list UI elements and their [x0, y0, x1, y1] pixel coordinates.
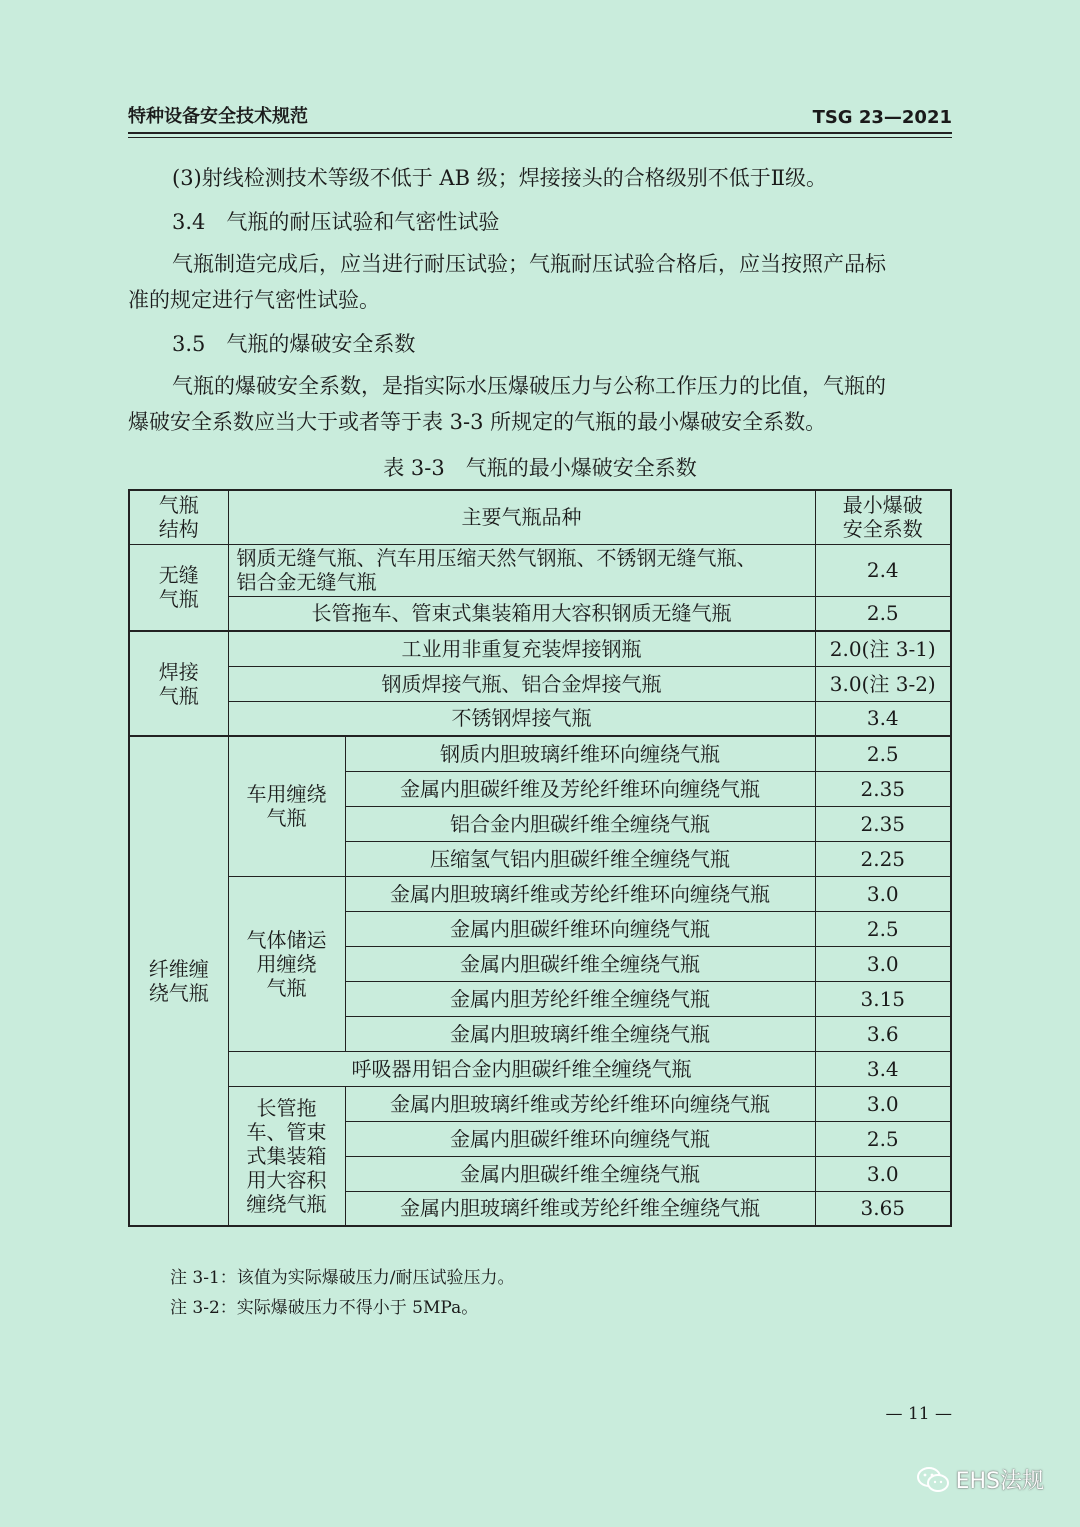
- table-caption: 表 3-3 气瓶的最小爆破安全系数: [383, 456, 697, 480]
- table-note-2: 注 3-2：实际爆破压力不得小于 5MPa。: [170, 1298, 479, 1318]
- cell-factor: 3.6: [815, 1016, 951, 1051]
- cell-variety: 金属内胆芳纶纤维全缠绕气瓶: [345, 981, 815, 1016]
- cell-variety: 金属内胆碳纤维环向缠绕气瓶: [345, 911, 815, 946]
- cell-variety: 呼吸器用铝合金内胆碳纤维全缠绕气瓶: [228, 1051, 815, 1086]
- cell-variety: 钢质内胆玻璃纤维环向缠绕气瓶: [345, 736, 815, 771]
- header-structure: 气瓶 结构: [129, 490, 228, 544]
- cell-variety: 金属内胆碳纤维环向缠绕气瓶: [345, 1121, 815, 1156]
- table-row: [129, 736, 951, 771]
- table-row: [129, 596, 951, 631]
- cell-variety: 不锈钢焊接气瓶: [228, 701, 815, 736]
- group-label-welded: 焊接 气瓶: [129, 631, 228, 736]
- cell-variety: 金属内胆碳纤维全缠绕气瓶: [345, 1156, 815, 1191]
- cell-factor: 2.0(注 3-1): [815, 631, 951, 666]
- table-row: [129, 544, 951, 596]
- group-label-fiber: 纤维缠 绕气瓶: [129, 736, 228, 1226]
- header-variety: 主要气瓶品种: [228, 490, 815, 544]
- cell-factor: 2.35: [815, 771, 951, 806]
- cell-variety: 金属内胆玻璃纤维或芳纶纤维全缠绕气瓶: [345, 1191, 815, 1226]
- cell-factor: 2.5: [815, 596, 951, 631]
- header-factor: 最小爆破 安全系数: [815, 490, 951, 544]
- cell-factor: 2.5: [815, 736, 951, 771]
- cell-factor: 2.4: [815, 544, 951, 596]
- cell-variety: 钢质无缝气瓶、汽车用压缩天然气钢瓶、不锈钢无缝气瓶、 铝合金无缝气瓶: [228, 544, 815, 596]
- cell-factor: 3.4: [815, 701, 951, 736]
- table-note-1: 注 3-1：该值为实际爆破压力/耐压试验压力。: [170, 1268, 515, 1288]
- cell-factor: 3.15: [815, 981, 951, 1016]
- paragraph-radiography: (3)射线检测技术等级不低于 AB 级；焊接接头的合格级别不低于Ⅱ级。: [172, 166, 827, 190]
- cell-factor: 3.0(注 3-2): [815, 666, 951, 701]
- section-number: 3.5: [172, 332, 206, 356]
- table-row: [129, 701, 951, 736]
- running-header: [128, 102, 952, 134]
- cell-factor: 3.0: [815, 946, 951, 981]
- section-heading-3-5: [128, 326, 952, 362]
- watermark-text: EHS法规: [955, 1469, 1044, 1494]
- table-row: [129, 1086, 951, 1121]
- table-row: [129, 1051, 951, 1086]
- cell-factor: 2.25: [815, 841, 951, 876]
- section-title: 气瓶的耐压试验和气密性试验: [226, 210, 500, 234]
- group-label-seamless: 无缝 气瓶: [129, 544, 228, 631]
- cell-factor: 3.0: [815, 876, 951, 911]
- paragraph-pressure-test-line2: 准的规定进行气密性试验。: [128, 288, 380, 312]
- cell-variety: 铝合金内胆碳纤维全缠绕气瓶: [345, 806, 815, 841]
- cell-variety: 金属内胆碳纤维及芳纶纤维环向缠绕气瓶: [345, 771, 815, 806]
- wechat-watermark: [916, 1464, 1044, 1495]
- cell-variety: 工业用非重复充装焊接钢瓶: [228, 631, 815, 666]
- header-rule: [128, 137, 952, 138]
- cell-variety: 钢质焊接气瓶、铝合金焊接气瓶: [228, 666, 815, 701]
- cell-factor: 3.0: [815, 1156, 951, 1191]
- cell-factor: 3.0: [815, 1086, 951, 1121]
- section-number: 3.4: [172, 210, 206, 234]
- table-row: [129, 631, 951, 666]
- cell-factor: 3.65: [815, 1191, 951, 1226]
- burst-factor-table: [128, 489, 952, 1227]
- paragraph-burst-factor-line2: 爆破安全系数应当大于或者等于表 3-3 所规定的气瓶的最小爆破安全系数。: [128, 410, 827, 434]
- header-code: TSG 23—2021: [812, 107, 952, 128]
- cell-factor: 2.5: [815, 911, 951, 946]
- page-number: — 11 —: [885, 1404, 952, 1424]
- cell-factor: 3.4: [815, 1051, 951, 1086]
- wechat-icon: [916, 1466, 950, 1494]
- table-header-row: [129, 490, 951, 544]
- paragraph-burst-factor-line1: 气瓶的爆破安全系数，是指实际水压爆破压力与公称工作压力的比值，气瓶的: [172, 374, 886, 398]
- header-title: 特种设备安全技术规范: [128, 106, 308, 127]
- subgroup-label-vehicle: 车用缠绕 气瓶: [228, 736, 345, 876]
- cell-variety: 压缩氢气铝内胆碳纤维全缠绕气瓶: [345, 841, 815, 876]
- cell-variety: 金属内胆碳纤维全缠绕气瓶: [345, 946, 815, 981]
- section-title: 气瓶的爆破安全系数: [226, 332, 416, 356]
- cell-factor: 2.5: [815, 1121, 951, 1156]
- section-heading-3-4: [128, 204, 952, 240]
- cell-variety: 金属内胆玻璃纤维或芳纶纤维环向缠绕气瓶: [345, 1086, 815, 1121]
- table-row: [129, 876, 951, 911]
- cell-variety: 长管拖车、管束式集装箱用大容积钢质无缝气瓶: [228, 596, 815, 631]
- subgroup-label-tube: 长管拖 车、管束 式集装箱 用大容积 缠绕气瓶: [228, 1086, 345, 1226]
- cell-variety: 金属内胆玻璃纤维或芳纶纤维环向缠绕气瓶: [345, 876, 815, 911]
- cell-variety: 金属内胆玻璃纤维全缠绕气瓶: [345, 1016, 815, 1051]
- table-row: [129, 666, 951, 701]
- subgroup-label-transport: 气体储运 用缠绕 气瓶: [228, 876, 345, 1051]
- paragraph-pressure-test-line1: 气瓶制造完成后，应当进行耐压试验；气瓶耐压试验合格后，应当按照产品标: [172, 252, 886, 276]
- cell-factor: 2.35: [815, 806, 951, 841]
